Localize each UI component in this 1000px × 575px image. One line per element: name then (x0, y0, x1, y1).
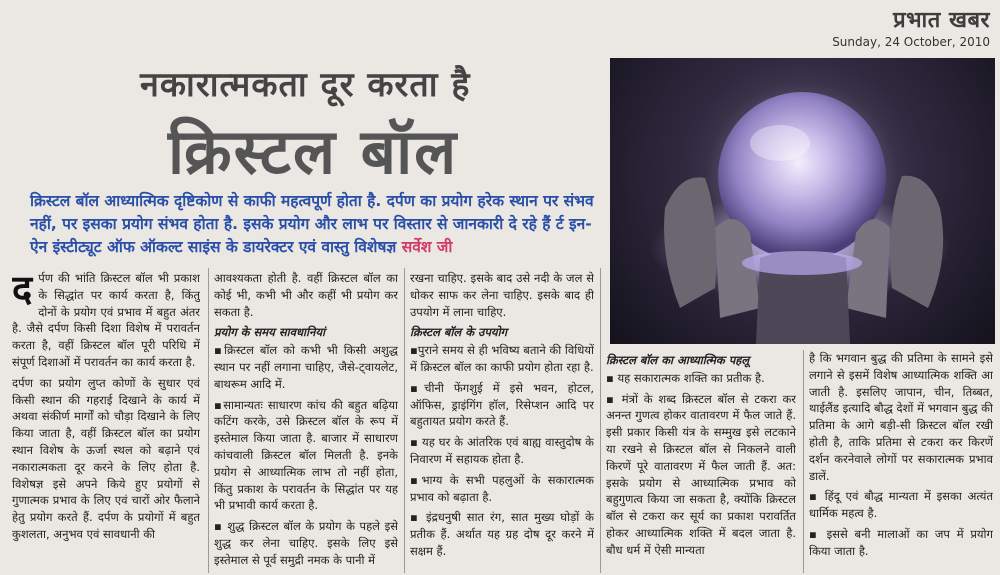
body-paragraph: र्पण की भांति क्रिस्टल बॉल भी प्रकाश के सिद्धांत पर कार्य करता है, किंतु दोनों के प्रयोग एवं प्रभाव में बहुत अंतर है. जैसे दर्पण किसी दिशा विशेष में परावर्तन करता है, वहीं क्रिस्टल बॉल पूरी परिधि में संपूर्ण दिशाओं में परावर्तन का कार्य करता है. (12, 271, 200, 369)
crystal-ball-illustration (610, 58, 995, 344)
intro-text: क्रिस्टल बॉल आध्यात्मिक दृष्टिकोण से काफी महत्वपूर्ण होता है. दर्पण का प्रयोग हरेक स्थान पर संभव नहीं, पर इसका प्रयोग संभव होता है. इसके प्रयोग और लाभ पर विस्तार से जानकारी दे रहे हैं र्ट इन-ऐन इंस्टीट्यूट ऑफ ऑकल्ट साइंस के डायरेक्टर एवं वास्तु विशेषज्ञ (30, 192, 594, 256)
section-heading: प्रयोग के समय सावधानियां (214, 325, 326, 340)
publication-date: Sunday, 24 October, 2010 (832, 35, 990, 49)
bullet-paragraph: ▪पुराने समय से ही भविष्य बताने की विधियों में क्रिस्टल बॉल का काफी प्रयोग होता रहा है. (410, 343, 594, 374)
author-name: सर्वेश जी (401, 238, 453, 256)
article-column-2 (214, 270, 398, 575)
column-divider (600, 268, 601, 573)
article-column-4 (606, 350, 796, 575)
bullet-paragraph: ▪ यह सकारात्मक शक्ति का प्रतीक है. (606, 370, 765, 385)
section-heading: क्रिस्टल बॉल के उपयोग (410, 325, 508, 340)
bullet-paragraph: ▪ इससे बनी मालाओं का जप में प्रयोग किया जाता है. (809, 526, 993, 558)
bullet-paragraph: ▪चीनी फेंगशुई में इसे भवन, होटल, ऑफिस, ड्राइंगिंग हॉल, रिसेप्शन आदि पर बहुतायत प्रयोग करते हैं. (410, 380, 594, 429)
headline-kicker: नकारात्मकता दूर करता है (140, 65, 471, 105)
body-paragraph: रखना चाहिए. इसके बाद उसे नदी के जल से धोकर साफ कर लेना चाहिए. इसके बाद ही उपयोग में लाना चाहिए. (410, 271, 594, 319)
body-paragraph: है कि भगवान बुद्ध की प्रतिमा के सामने इसे लगाने से इसमें विशेष आध्यात्मिक शक्ति आ जाती है. इसलिए जापान, चीन, तिब्बत, थाईलैंड इत्यादि बौद्ध देशों में भगवान बुद्ध की प्रतिमा के आगे बड़ी-सी क्रिस्टल बॉल रखी होती है, ताकि प्रतिमा से टकरा कर किरणें दर्शन करनेवाले लोगों पर सकारात्मक प्रभाव डालें. (809, 351, 993, 483)
bullet-paragraph: ▪ इंद्रधनुषी सात रंग, सात मुख्य घोड़ों के प्रतीक हैं. अर्थात यह ग्रह दोष दूर करने में सक्षम हैं. (410, 510, 594, 558)
bullet-paragraph: ▪ मंत्रों के शब्द क्रिस्टल बॉल से टकरा कर अनन्त गुणत्व होकर वातावरण में फैल जाते हैं. इसी प्रकार किसी यंत्र के सम्मुख इसे लटकाने या रखने से क्रिस्टल बॉल से निकलने वाली किरणें पूरे वातावरण में फैल जाती हैं. अत: इसके प्रयोग से आध्यात्मिक प्रभाव को बहुगुणत्व किया जा सकता है, क्योंकि क्रिस्टल बॉल से टकरा कर सूर्य का प्रकाश परावर्तित होकर आध्यात्मिक शक्ति में बदल जाता है. बौध धर्म में ऐसी मान्यता (606, 391, 796, 557)
section-heading: क्रिस्टल बॉल का आध्यात्मिक पहलू (606, 353, 750, 367)
bullet-paragraph: ▪ शुद्ध क्रिस्टल बॉल के प्रयोग के पहले इसे शुद्ध कर लेना चाहिए. इसके लिए इसे इस्तेमाल से पूर्व समुद्री नमक के पानी में (214, 519, 398, 567)
intro-paragraph (30, 190, 600, 259)
article-column-3 (410, 270, 594, 575)
newspaper-logo: प्रभात खबर (893, 7, 990, 33)
body-paragraph: आवश्यकता होती है. वहीं क्रिस्टल बॉल का कोई भी, कभी भी और कहीं भी प्रयोग कर सकता है. (214, 271, 398, 319)
headline-title: क्रिस्टल बॉल (168, 115, 459, 188)
column-divider (803, 350, 804, 573)
bullet-paragraph: ▪ यह घर के आंतरिक एवं बाह्य वास्तुदोष के निवारण में सहायक होता है. (410, 435, 594, 466)
crystal-ball-photo (610, 58, 995, 344)
bullet-paragraph: ▪ हिंदू एवं बौद्ध मान्यता में इसका अत्यंत धार्मिक महत्व है. (809, 489, 993, 521)
article-column-1 (12, 270, 200, 575)
drop-cap: द (12, 270, 33, 311)
body-paragraph: दर्पण का प्रयोग लुप्त कोणों के सुधार एवं किसी स्थान की गहराई दिखाने के कार्य में अथवा संकीर्ण मार्गों को चौड़ा दिखाने के लिए किया जाता है, वहीं क्रिस्टल बॉल का प्रयोग स्थान विशेष के ऊर्जा स्थल को बढ़ाने एवं नकारात्मकता दूर करने के लिए होता है. विशेषज्ञ इसे अपने किये हुए प्रयोगों से गुणात्मक प्रभाव के लिए एवं चारों ओर फैलाने हेतु प्रयोग करते हैं. दर्पण के प्रयोगों में बहुत कुशलता, अनुभव एवं सावधानी की (12, 375, 200, 541)
bullet-paragraph: ▪क्रिस्टल बॉल को कभी भी किसी अशुद्ध स्थान पर नहीं लगाना चाहिए, जैसे-ट्वायलेट, बाथरूम आदि में. (214, 343, 398, 391)
bullet-paragraph: ▪सामान्यतः साधारण कांच की बहुत बढ़िया कटिंग करके, उसे क्रिस्टल बॉल के रूप में इस्तेमाल किया जाता है. बाजार में साधारण कांचवाली क्रिस्टल बॉल मिलती है. इनके प्रयोग से आध्यात्मिक लाभ तो नहीं होता, किंतु प्रकाश के परावर्तन के सिद्धांत पर यह भी प्रभावी कार्य करता है. (214, 397, 398, 513)
bullet-paragraph: ▪भाग्य के सभी पहलुओं के सकारात्मक प्रभाव को बढ़ाता है. (410, 472, 594, 504)
masthead (832, 4, 990, 49)
column-divider (404, 268, 405, 573)
article-column-5 (809, 350, 993, 575)
column-divider (208, 268, 209, 573)
